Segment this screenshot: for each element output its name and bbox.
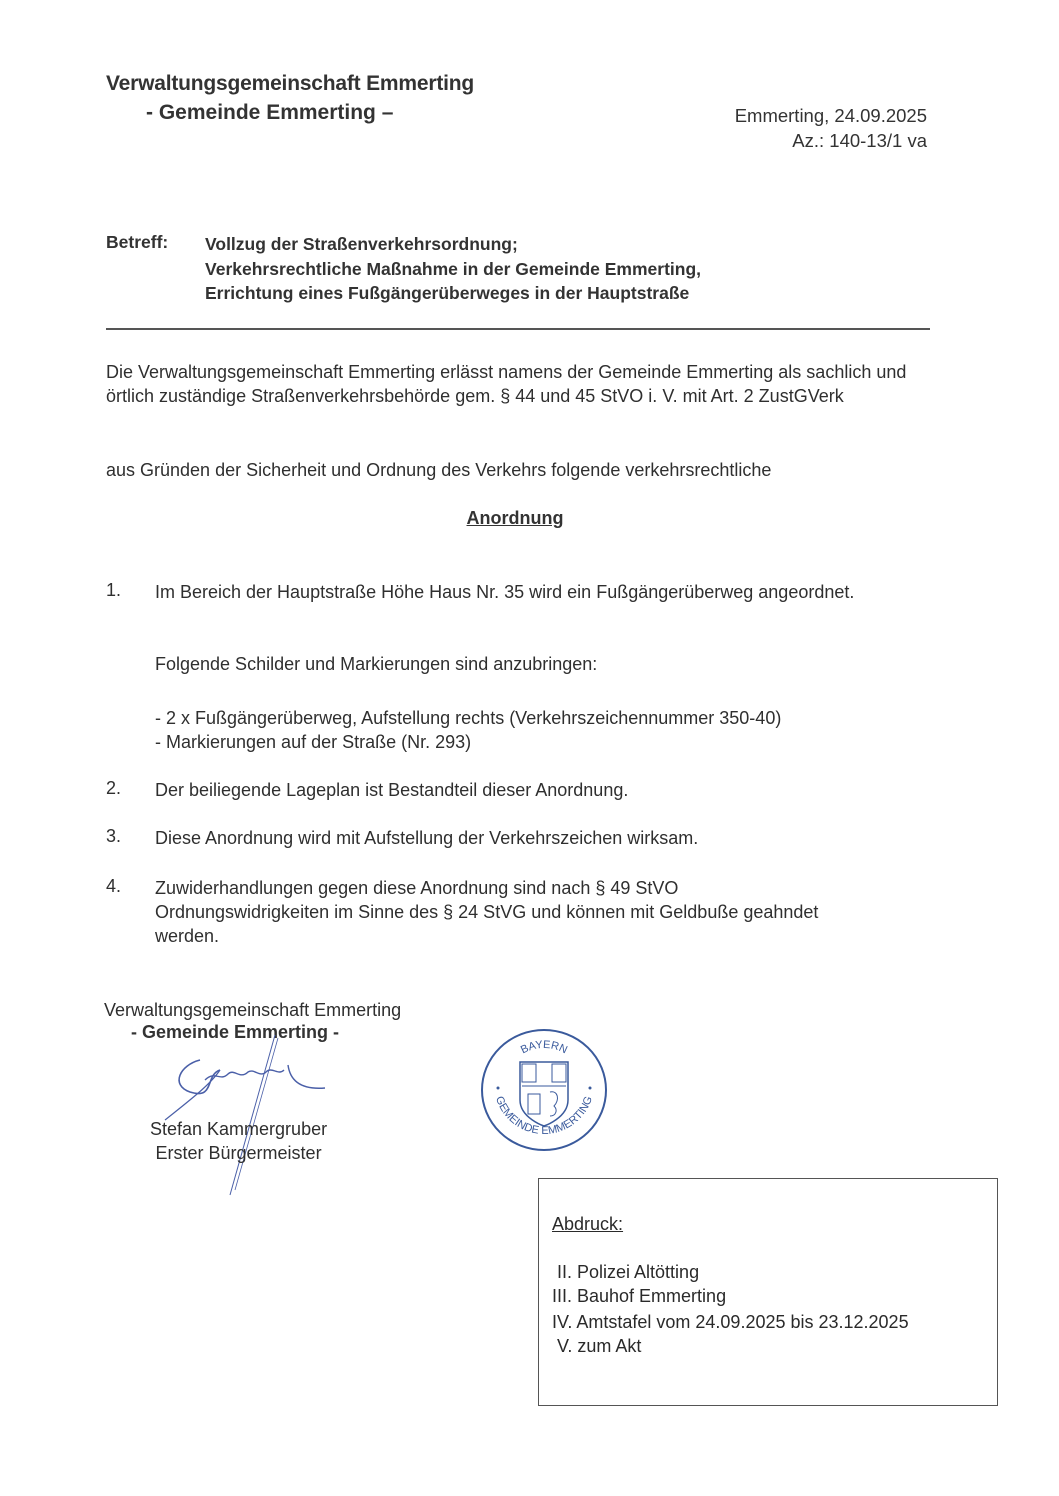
order-item-text: Diese Anordnung wird mit Aufstellung der Verkehrszeichen wirksam.: [155, 828, 699, 848]
intro-paragraph-2: aus Gründen der Sicherheit und Ordnung des Verkehrs folgende verkehrsrechtliche: [106, 460, 772, 480]
subject-line: Vollzug der Straßenverkehrsordnung;: [205, 234, 518, 254]
order-item-text: Der beiliegende Lageplan ist Bestandteil dieser Anordnung.: [155, 780, 629, 800]
place-date: Emmerting, 24.09.2025: [734, 105, 927, 126]
copy-item: V. zum Akt: [552, 1336, 642, 1356]
subject-label: Betreff:: [106, 232, 169, 252]
signatory-name: Stefan Kammergruber: [150, 1119, 328, 1139]
svg-text:GEMEINDE EMMERTING: [493, 1095, 595, 1137]
signature-organization: Verwaltungsgemeinschaft Emmerting: [104, 1000, 402, 1020]
order-item-text: Im Bereich der Hauptstraße Höhe Haus Nr. 35 wird ein Fußgängerüberweg angeordnet.: [155, 582, 855, 602]
header-municipality: - Gemeinde Emmerting –: [146, 101, 394, 124]
subject-line: Verkehrsrechtliche Maßnahme in der Gemeinde Emmerting,: [205, 258, 701, 279]
seal-bottom-text: GEMEINDE EMMERTING: [492, 1094, 596, 1138]
subject-line: Errichtung eines Fußgängerüberweges in der Hauptstraße: [205, 283, 690, 303]
order-item-bullet: - 2 x Fußgängerüberweg, Aufstellung rechts (Verkehrszeichennummer 350-40): [155, 708, 782, 728]
item-number: 2.: [106, 778, 122, 798]
item-number: 4.: [106, 876, 122, 896]
divider: [106, 328, 930, 330]
order-item-text: Zuwiderhandlungen gegen diese Anordnung sind nach § 49 StVO Ordnungswidrigkeiten im Sinne des § 24 StVG und können mit Geldbuße geahndet werden.: [155, 878, 819, 946]
copy-item: IV. Amtstafel vom 24.09.2025 bis 23.12.2025: [552, 1312, 909, 1332]
order-item-subtext: Folgende Schilder und Markierungen sind anzubringen:: [155, 654, 598, 674]
signature-municipality: - Gemeinde Emmerting -: [131, 1022, 340, 1042]
copy-title: Abdruck:: [552, 1214, 624, 1234]
handwritten-signature: [160, 1030, 340, 1200]
copy-item: III. Bauhof Emmerting: [552, 1286, 727, 1306]
copy-item: II. Polizei Altötting: [552, 1262, 700, 1282]
subject-text: [205, 232, 701, 306]
signatory: [150, 1117, 327, 1165]
order-heading: Anordnung: [466, 508, 564, 528]
header-organization: Verwaltungsgemeinschaft Emmerting: [106, 72, 474, 95]
signatory-title: Erster Bürgermeister: [155, 1143, 322, 1163]
municipal-seal-icon: [478, 1026, 610, 1154]
svg-text:BAYERN: [519, 1039, 569, 1056]
seal-top-text: BAYERN: [518, 1038, 570, 1057]
item-number: 3.: [106, 826, 122, 846]
file-reference: Az.: 140-13/1 va: [792, 130, 927, 151]
item-number: 1.: [106, 580, 122, 600]
order-item-bullet: - Markierungen auf der Straße (Nr. 293): [155, 732, 472, 752]
intro-paragraph: Die Verwaltungsgemeinschaft Emmerting erlässt namens der Gemeinde Emmerting als sachlich und örtlich zuständige Straßenverkehrsbehörde gem. § 44 und 45 StVO i. V. mit Art. 2 ZustGVerk: [106, 362, 907, 406]
